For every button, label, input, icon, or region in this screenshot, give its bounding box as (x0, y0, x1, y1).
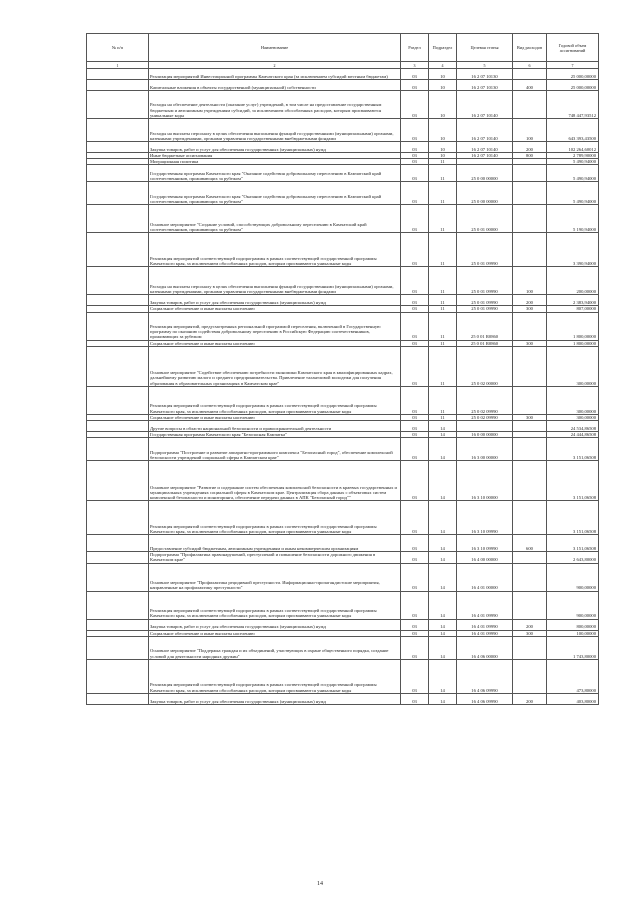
cell-number (87, 693, 149, 704)
cell-name: Подпрограмма "Профилактика правонарушений, преступлений и повышение безопасности дорожного движения в Камчатском крае" (149, 552, 401, 563)
cell-name: Социальное обеспечение и иные выплаты населению (149, 414, 401, 420)
cell-name: Реализация мероприятий соответствующей подпрограммы в рамках соответствующей государственной программы Камчатского края, за исключением обособленных расходов, которым присваиваются уникальные коды (149, 501, 401, 535)
cell-target-item: 16 4 06 00000 (457, 636, 513, 659)
cell-expense-type: 200 (513, 142, 547, 153)
cell-target-item: 16 4 01 09990 (457, 630, 513, 636)
cell-section: 03 (401, 153, 429, 159)
cell-subsection: 14 (429, 591, 457, 619)
cell-expense-type: 300 (513, 414, 547, 420)
cell-section: 03 (401, 421, 429, 432)
cell-target-item: 25 0 02 09990 (457, 414, 513, 420)
cell-expense-type (513, 659, 547, 693)
cell-amount: 2 383,94000 (547, 295, 599, 306)
cell-target-item: 16 2 07 10140 (457, 153, 513, 159)
cell-number (87, 312, 149, 340)
cell-section: 03 (401, 182, 429, 205)
cell-section: 03 (401, 159, 429, 165)
cell-target-item: 16 4 01 00000 (457, 563, 513, 591)
cell-name: Реализация мероприятий соответствующей подпрограммы в рамках соответствующей государственной программы Камчатского края, за исключением обособленных расходов, которым присваиваются уникальные коды (149, 659, 401, 693)
cell-expense-type (513, 312, 547, 340)
cell-subsection: 10 (429, 142, 457, 153)
cell-section: 03 (401, 636, 429, 659)
cell-subsection: 14 (429, 501, 457, 535)
budget-table (86, 33, 599, 705)
cell-amount: 3 151,06508 (547, 535, 599, 552)
cell-expense-type (513, 205, 547, 233)
cell-name: Социальное обеспечение и иные выплаты населению (149, 306, 401, 312)
cell-number (87, 619, 149, 630)
cell-expense-type (513, 69, 547, 80)
table-row (87, 119, 599, 142)
cell-target-item: 16 0 00 00000 (457, 432, 513, 438)
cell-expense-type (513, 438, 547, 461)
cell-target-item (457, 421, 513, 432)
cell-section: 03 (401, 501, 429, 535)
cell-subsection: 10 (429, 119, 457, 142)
cell-section: 03 (401, 119, 429, 142)
cell-section: 03 (401, 69, 429, 80)
table-row (87, 438, 599, 461)
cell-name: Подпрограмма "Построение и развитие аппаратно-программного комплекса "Безопасный город", обеспечение комплексной безопасности учреждений социальной сферы в Камчатском крае" (149, 438, 401, 461)
cell-section: 03 (401, 386, 429, 414)
col-header-target-item: Целевая статья (457, 34, 513, 62)
cell-expense-type: 400 (513, 80, 547, 91)
cell-amount: 5 490,94000 (547, 182, 599, 205)
cell-name: Реализация мероприятий соответствующей подпрограммы в рамках соответствующей государственной программы Камчатского края, за исключением обособленных расходов, которым присваиваются уникальные коды (149, 591, 401, 619)
cell-expense-type (513, 591, 547, 619)
col-number-7: 7 (547, 62, 599, 69)
cell-name: Социальное обеспечение и иные выплаты населению (149, 630, 401, 636)
cell-section: 03 (401, 91, 429, 119)
cell-section: 03 (401, 295, 429, 306)
cell-name: Реализация мероприятий, предусмотренных региональной программой переселения, включенной в Государственную программу по оказанию содействия добровольному переселению в Российскую Федерацию соотечественников, проживающих за рубежом (149, 312, 401, 340)
budget-table-sheet (86, 33, 598, 705)
cell-number (87, 182, 149, 205)
cell-target-item: 25 0 01 R0860 (457, 312, 513, 340)
cell-name: Расходы на выплаты персоналу в целях обеспечения выполнения функций государственными (муниципальными) органами, казенными учреждениями, органами управления государственными внебюджетными фондами (149, 267, 401, 295)
table-row (87, 233, 599, 267)
cell-section: 03 (401, 80, 429, 91)
cell-section: 03 (401, 142, 429, 153)
cell-number (87, 267, 149, 295)
cell-section: 03 (401, 233, 429, 267)
cell-name: Государственная программа Камчатского края "Безопасная Камчатка" (149, 432, 401, 438)
cell-amount: 1 800,00000 (547, 340, 599, 346)
table-body (87, 69, 599, 705)
cell-name: Основное мероприятие "Содействие обеспечению потребности экономики Камчатского края в квалифицированных кадрах, дальнейшему развитию малого и среднего предпринимательства. Привлечение талантливой молодежи для получения образования в образовательных организациях в Камчатском крае" (149, 346, 401, 386)
cell-amount: 3 151,06508 (547, 461, 599, 501)
cell-section: 03 (401, 267, 429, 295)
cell-name: Миграционная политика (149, 159, 401, 165)
cell-subsection: 14 (429, 619, 457, 630)
cell-amount: 1 743,80000 (547, 636, 599, 659)
col-number-5: 5 (457, 62, 513, 69)
table-row (87, 346, 599, 386)
table-row (87, 552, 599, 563)
page-number: 14 (317, 881, 323, 887)
cell-amount: 5 490,94000 (547, 165, 599, 182)
cell-amount: 3 390,94000 (547, 233, 599, 267)
cell-amount: 643 393,43500 (547, 119, 599, 142)
col-header-annual-amount: Годовой объем ассигнований (547, 34, 599, 62)
cell-subsection: 14 (429, 636, 457, 659)
cell-target-item: 16 3 10 00000 (457, 461, 513, 501)
cell-target-item: 25 0 02 09990 (457, 386, 513, 414)
cell-subsection: 14 (429, 659, 457, 693)
cell-subsection: 11 (429, 295, 457, 306)
cell-number (87, 461, 149, 501)
cell-number (87, 535, 149, 552)
cell-section: 03 (401, 312, 429, 340)
col-header-name: Наименование (149, 34, 401, 62)
cell-number (87, 552, 149, 563)
cell-subsection: 14 (429, 438, 457, 461)
cell-target-item: 25 0 01 09990 (457, 267, 513, 295)
col-number-1: 1 (87, 62, 149, 69)
table-row (87, 619, 599, 630)
cell-subsection: 14 (429, 630, 457, 636)
cell-section: 03 (401, 346, 429, 386)
table-row (87, 636, 599, 659)
cell-subsection: 10 (429, 91, 457, 119)
cell-amount: 2 789,90000 (547, 153, 599, 159)
cell-target-item: 25 0 01 09990 (457, 233, 513, 267)
cell-expense-type (513, 552, 547, 563)
cell-name: Предоставление субсидий бюджетным, автономным учреждениям и иным некоммерческим организациям (149, 535, 401, 552)
cell-number (87, 659, 149, 693)
cell-expense-type: 100 (513, 267, 547, 295)
col-number-4: 4 (429, 62, 457, 69)
cell-section: 03 (401, 414, 429, 420)
cell-expense-type (513, 346, 547, 386)
cell-amount: 2 643,80000 (547, 552, 599, 563)
cell-expense-type: 300 (513, 630, 547, 636)
cell-target-item: 25 0 00 00000 (457, 165, 513, 182)
cell-name: Закупка товаров, работ и услуг для обеспечения государственных (муниципальных) нужд (149, 619, 401, 630)
cell-expense-type (513, 386, 547, 414)
cell-expense-type: 200 (513, 619, 547, 630)
table-row (87, 563, 599, 591)
cell-expense-type (513, 91, 547, 119)
cell-number (87, 386, 149, 414)
col-number-2: 2 (149, 62, 401, 69)
cell-subsection: 11 (429, 312, 457, 340)
cell-name: Государственная программа Камчатского края "Оказание содействия добровольному переселению в Камчатский край соотечественников, проживающих за рубежом" (149, 165, 401, 182)
cell-target-item: 16 4 00 00000 (457, 552, 513, 563)
cell-expense-type (513, 461, 547, 501)
table-row (87, 295, 599, 306)
cell-target-item: 16 2 07 10130 (457, 69, 513, 80)
cell-section: 03 (401, 340, 429, 346)
cell-amount: 25 000,00000 (547, 80, 599, 91)
cell-section: 03 (401, 535, 429, 552)
header-row (87, 34, 599, 62)
cell-number (87, 346, 149, 386)
table-row (87, 142, 599, 153)
cell-expense-type (513, 563, 547, 591)
cell-target-item: 25 0 00 00000 (457, 182, 513, 205)
table-row (87, 461, 599, 501)
cell-number (87, 205, 149, 233)
cell-subsection: 11 (429, 340, 457, 346)
cell-number (87, 91, 149, 119)
cell-amount: 200,00000 (547, 267, 599, 295)
cell-number (87, 142, 149, 153)
table-row (87, 591, 599, 619)
cell-expense-type (513, 636, 547, 659)
table-row (87, 421, 599, 432)
cell-subsection: 11 (429, 205, 457, 233)
table-row (87, 80, 599, 91)
cell-number (87, 69, 149, 80)
cell-subsection: 11 (429, 306, 457, 312)
cell-amount: 300,00000 (547, 414, 599, 420)
cell-name: Государственная программа Камчатского края "Оказание содействия добровольному переселению в Камчатский край соотечественников, проживающих за рубежом" (149, 182, 401, 205)
cell-amount: 1 800,00000 (547, 312, 599, 340)
cell-subsection: 11 (429, 233, 457, 267)
cell-subsection: 11 (429, 159, 457, 165)
cell-section: 03 (401, 552, 429, 563)
table-row (87, 205, 599, 233)
cell-subsection: 14 (429, 432, 457, 438)
cell-number (87, 421, 149, 432)
table-row (87, 182, 599, 205)
col-number-3: 3 (401, 62, 429, 69)
cell-expense-type: 300 (513, 340, 547, 346)
cell-section: 03 (401, 659, 429, 693)
cell-section: 03 (401, 591, 429, 619)
cell-subsection: 11 (429, 386, 457, 414)
cell-expense-type (513, 501, 547, 535)
cell-amount: 24 444,86508 (547, 432, 599, 438)
cell-amount: 300,00000 (547, 386, 599, 414)
table-row (87, 501, 599, 535)
cell-section: 03 (401, 438, 429, 461)
cell-number (87, 438, 149, 461)
cell-section: 03 (401, 563, 429, 591)
cell-amount: 473,80000 (547, 659, 599, 693)
cell-target-item: 25 0 01 09990 (457, 295, 513, 306)
cell-name: Закупка товаров, работ и услуг для обеспечения государственных (муниципальных) нужд (149, 295, 401, 306)
table-row (87, 165, 599, 182)
cell-target-item: 16 3 10 09990 (457, 535, 513, 552)
cell-subsection: 10 (429, 153, 457, 159)
cell-expense-type: 100 (513, 119, 547, 142)
table-row (87, 267, 599, 295)
cell-section: 03 (401, 461, 429, 501)
cell-name: Реализация мероприятий соответствующей подпрограммы в рамках соответствующей государственной программы Камчатского края, за исключением обособленных расходов, которым присваиваются уникальные коды (149, 386, 401, 414)
cell-name: Реализация мероприятий соответствующей подпрограммы в рамках соответствующей государственной программы Камчатского края, за исключением обособленных расходов, которым присваиваются уникальные коды (149, 233, 401, 267)
cell-number (87, 501, 149, 535)
cell-amount: 403,80000 (547, 693, 599, 704)
cell-amount: 3 151,06508 (547, 438, 599, 461)
cell-expense-type: 800 (513, 153, 547, 159)
cell-number (87, 119, 149, 142)
cell-subsection: 11 (429, 414, 457, 420)
cell-amount: 5 190,94000 (547, 205, 599, 233)
cell-subsection: 11 (429, 267, 457, 295)
cell-section: 03 (401, 619, 429, 630)
col-header-expense-type: Вид расходов (513, 34, 547, 62)
table-row (87, 91, 599, 119)
cell-expense-type: 300 (513, 306, 547, 312)
table-row (87, 312, 599, 340)
cell-subsection: 14 (429, 535, 457, 552)
cell-amount: 900,00000 (547, 563, 599, 591)
cell-target-item: 16 2 07 10130 (457, 80, 513, 91)
cell-target-item: 16 4 06 09990 (457, 659, 513, 693)
cell-expense-type (513, 233, 547, 267)
cell-name: Иные бюджетные ассигнования (149, 153, 401, 159)
cell-number (87, 233, 149, 267)
cell-amount: 807,00000 (547, 306, 599, 312)
cell-target-item: 16 3 10 09990 (457, 501, 513, 535)
table-row (87, 386, 599, 414)
cell-subsection: 14 (429, 693, 457, 704)
cell-section: 03 (401, 165, 429, 182)
cell-section: 03 (401, 432, 429, 438)
cell-subsection: 14 (429, 552, 457, 563)
cell-number (87, 80, 149, 91)
cell-subsection: 14 (429, 461, 457, 501)
table-row (87, 693, 599, 704)
cell-subsection: 10 (429, 69, 457, 80)
cell-number (87, 165, 149, 182)
cell-target-item: 16 4 01 09990 (457, 591, 513, 619)
cell-name: Основное мероприятие "Поддержка граждан и их объединений, участвующих в охране общественного порядка, создание условий для деятельности народных дружин" (149, 636, 401, 659)
col-number-6: 6 (513, 62, 547, 69)
cell-amount: 24 534,86508 (547, 421, 599, 432)
cell-expense-type: 200 (513, 295, 547, 306)
cell-subsection: 14 (429, 563, 457, 591)
col-header-subsection: Подраздел (429, 34, 457, 62)
cell-target-item: 25 0 01 00000 (457, 205, 513, 233)
cell-subsection: 11 (429, 165, 457, 182)
cell-name: Основное мероприятие "Создание условий, способствующих добровольному переселению в Камчатский край соотечественников, проживающих за рубежом" (149, 205, 401, 233)
cell-target-item: 16 3 00 00000 (457, 438, 513, 461)
cell-section: 03 (401, 205, 429, 233)
cell-number (87, 295, 149, 306)
column-numbers-row (87, 62, 599, 69)
cell-name: Закупка товаров, работ и услуг для обеспечения государственных (муниципальных) нужд (149, 693, 401, 704)
cell-subsection: 10 (429, 80, 457, 91)
cell-expense-type (513, 182, 547, 205)
cell-amount: 748 447,93512 (547, 91, 599, 119)
cell-amount: 5 490,94000 (547, 159, 599, 165)
cell-expense-type (513, 421, 547, 432)
col-header-section: Раздел (401, 34, 429, 62)
cell-target-item: 25 0 01 R0860 (457, 340, 513, 346)
cell-name: Расходы на выплаты персоналу в целях обеспечения выполнения функций государственными (муниципальными) органами, казенными учреждениями, органами управления государственными внебюджетными фондами (149, 119, 401, 142)
cell-name: Другие вопросы в области национальной безопасности и правоохранительной деятельности (149, 421, 401, 432)
cell-number (87, 636, 149, 659)
table-row (87, 69, 599, 80)
cell-name: Основное мероприятие "Развитие и содержание систем обеспечения комплексной безопасности в краевых государственных и муниципальных учреждениях социальной сферы в Камчатском крае. Централизация сбора данных с объектовых систем комплексной безопасности и мониторинга, обеспечение передачи данных в АПК "Безопасный город"" (149, 461, 401, 501)
cell-target-item: 25 0 01 09990 (457, 306, 513, 312)
cell-name: Основное мероприятие "Профилактика рецидивной преступности. Информационно-пропагандистские мероприятия, направленные на профилактику преступности" (149, 563, 401, 591)
cell-expense-type: 200 (513, 693, 547, 704)
col-header-number: № п/п (87, 34, 149, 62)
cell-target-item: 16 2 07 10140 (457, 119, 513, 142)
cell-name: Расходы на обеспечение деятельности (оказание услуг) учреждений, в том числе на предоставление государственным бюджетным и автономным учреждениям субсидий, за исключением обособленных расходов, которым присваиваются уникальные коды (149, 91, 401, 119)
cell-name: Закупка товаров, работ и услуг для обеспечения государственных (муниципальных) нужд (149, 142, 401, 153)
cell-amount: 300,00000 (547, 346, 599, 386)
cell-name: Капитальные вложения в объекты государственной (муниципальной) собственности (149, 80, 401, 91)
cell-amount: 100,00000 (547, 630, 599, 636)
cell-number (87, 591, 149, 619)
cell-expense-type: 600 (513, 535, 547, 552)
cell-name: Социальное обеспечение и иные выплаты населению (149, 340, 401, 346)
cell-amount: 900,00000 (547, 591, 599, 619)
cell-name: Реализация мероприятий Инвестиционной программы Камчатского края (за исключением субсидий местным бюджетам) (149, 69, 401, 80)
cell-amount: 3 151,06508 (547, 501, 599, 535)
cell-subsection: 14 (429, 421, 457, 432)
cell-target-item: 16 4 01 09990 (457, 619, 513, 630)
cell-amount: 102 264,60012 (547, 142, 599, 153)
cell-target-item: 16 4 06 09990 (457, 693, 513, 704)
cell-expense-type (513, 165, 547, 182)
cell-subsection: 11 (429, 346, 457, 386)
cell-target-item: 16 2 07 10140 (457, 91, 513, 119)
cell-number (87, 563, 149, 591)
cell-target-item: 25 0 02 00000 (457, 346, 513, 386)
cell-target-item: 16 2 07 10140 (457, 142, 513, 153)
cell-section: 03 (401, 693, 429, 704)
table-row (87, 659, 599, 693)
cell-section: 03 (401, 630, 429, 636)
cell-amount: 25 000,00000 (547, 69, 599, 80)
cell-section: 03 (401, 306, 429, 312)
cell-subsection: 11 (429, 182, 457, 205)
cell-amount: 800,00000 (547, 619, 599, 630)
table-row (87, 535, 599, 552)
